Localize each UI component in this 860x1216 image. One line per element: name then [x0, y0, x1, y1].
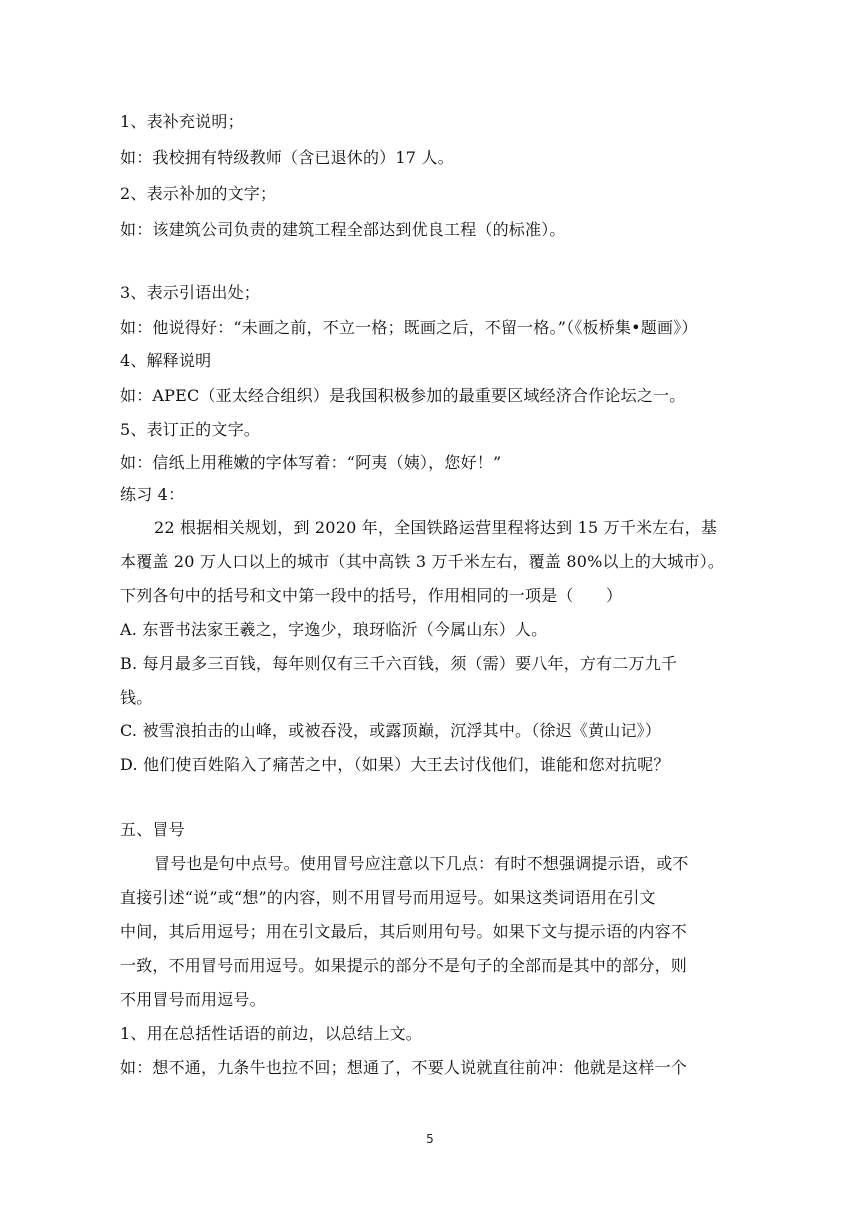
text-line: 本覆盖 20 万人口以上的城市（其中高铁 3 万千米左右，覆盖 80%以上的大城市）。	[120, 552, 725, 571]
text-line: 22 根据相关规划，到 2020 年，全国铁路运营里程将达到 15 万千米左右，基	[154, 518, 718, 537]
text-line: 4、解释说明	[120, 351, 212, 370]
text-line: 如：该建筑公司负责的建筑工程全部达到优良工程（的标准）。	[120, 220, 566, 239]
text-line: 一致，不用冒号而用逗号。如果提示的部分不是句子的全部而是其中的部分，则	[120, 956, 688, 975]
text-line: C. 被雪浪拍击的山峰，或被吞没，或露顶巅，沉浮其中。（徐迟《黄山记》）	[120, 721, 662, 740]
text-line: 2、表示补加的文字；	[120, 184, 277, 203]
text-line: A. 东晋书法家王羲之，字逸少，琅玡临沂（今属山东）人。	[120, 620, 548, 639]
text-line: D. 他们使百姓陷入了痛苦之中，（如果）大王去讨伐他们，谁能和您对抗呢？	[120, 755, 670, 774]
page-number: 5	[426, 1132, 434, 1146]
text-line: 钱。	[120, 688, 153, 707]
text-line: 如：信纸上用稚嫩的字体写着：“阿夷（姨），您好！”	[120, 453, 502, 472]
text-line: 不用冒号而用逗号。	[120, 990, 266, 1009]
text-line: 冒号也是句中点号。使用冒号应注意以下几点：有时不想强调提示语，或不	[154, 854, 689, 873]
text-line: 如：我校拥有特级教师（含已退休的）17 人。	[120, 148, 454, 167]
text-line: 练习 4：	[120, 485, 185, 504]
text-line: 1、用在总括性话语的前边，以总结上文。	[120, 1024, 422, 1043]
text-line: 下列各句中的括号和文中第一段中的括号，作用相同的一项是（ ）	[120, 586, 623, 605]
text-line: 3、表示引语出处；	[120, 283, 260, 302]
section-heading: 五、冒号	[120, 820, 185, 839]
text-line: 如：想不通，九条牛也拉不回；想通了，不要人说就直往前冲：他就是这样一个	[120, 1058, 688, 1077]
text-line: 1、表补充说明；	[120, 112, 244, 131]
text-line: 如：APEC（亚太经合组织）是我国积极参加的最重要区域经济合作论坛之一。	[120, 386, 686, 405]
text-line: 中间，其后用逗号；用在引文最后，其后则用句号。如果下文与提示语的内容不	[120, 922, 688, 941]
text-line: 直接引述“说”或“想”的内容，则不用冒号而用逗号。如果这类词语用在引文	[120, 888, 656, 907]
text-line: 5、表订正的文字。	[120, 420, 260, 439]
text-line: B. 每月最多三百钱，每年则仅有三千六百钱，须（需）要八年，方有二万九千	[120, 654, 678, 673]
text-line: 如：他说得好：“未画之前，不立一格；既画之后，不留一格。”（《板桥集•题画》）	[120, 318, 698, 337]
